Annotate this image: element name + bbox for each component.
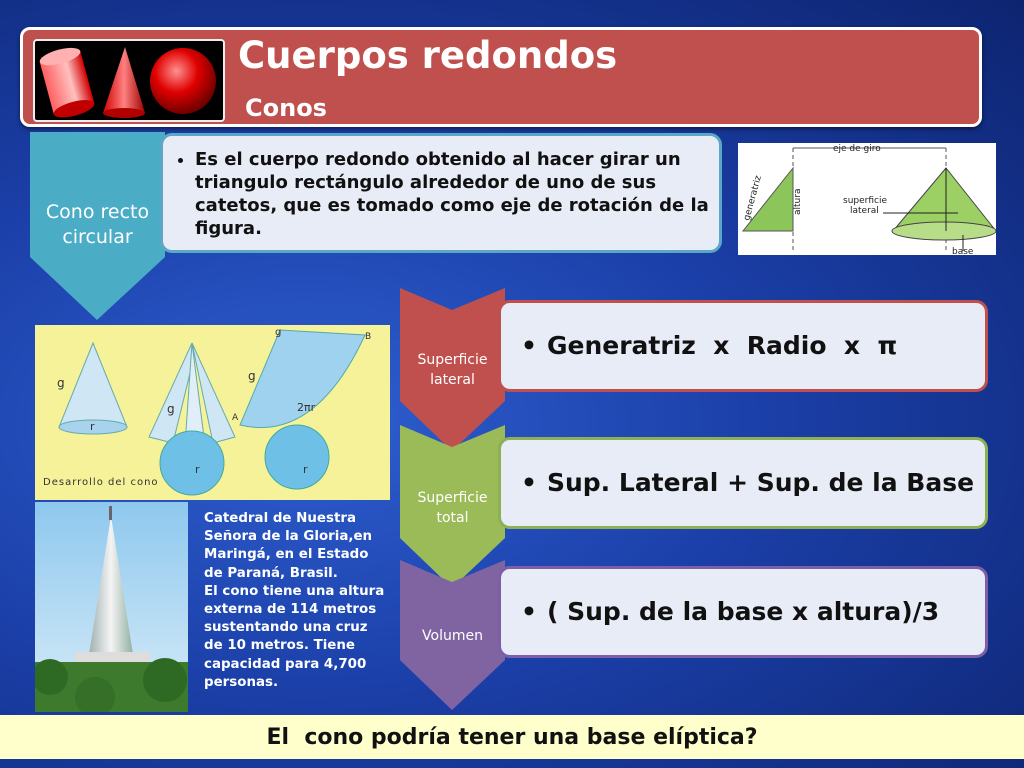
- g-label-top: g: [275, 327, 282, 338]
- superficie-label: superficie: [843, 196, 887, 206]
- cathedral-caption: [204, 510, 394, 692]
- caption-line: de Paraná, Brasil.: [204, 565, 338, 581]
- round-bodies-logo: [33, 39, 225, 122]
- total-formula: • Sup. Lateral + Sup. de la Base: [521, 468, 975, 497]
- title-bar: [20, 27, 982, 127]
- page-title: Cuerpos redondos: [238, 34, 618, 77]
- g-label-2: g: [167, 402, 175, 416]
- volumen-formula: • ( Sup. de la base x altura)/3: [521, 597, 940, 626]
- caption-line: Maringá, en el Estado: [204, 547, 369, 563]
- lateral-label: lateral: [850, 206, 879, 216]
- cone-rotation-diagram: [738, 143, 996, 255]
- caption-line: externa de 114 metros: [204, 602, 377, 618]
- point-a-label: A: [232, 413, 239, 423]
- volumen-formula-text: ( Sup. de la base x altura)/3: [546, 597, 940, 626]
- generatriz-label: generatriz: [742, 174, 764, 222]
- total-label-line2: total: [436, 510, 469, 526]
- point-b-label: B: [365, 332, 372, 342]
- lateral-formula-box: [498, 300, 988, 392]
- definition-text: • Es el cuerpo redondo obtenido al hacer girar un triangulo rectángulo alrededor de uno de sus catetos, que es tomado como eje de rotación de la figura.: [195, 148, 709, 240]
- lateral-formula-text: Generatriz x Radio x π: [546, 331, 898, 360]
- volumen-formula-box: [498, 566, 988, 658]
- g-label-3: g: [248, 369, 256, 383]
- caption-line: capacidad para 4,700: [204, 656, 367, 672]
- volumen-label: Volumen: [422, 628, 483, 644]
- caption-line: Catedral de Nuestra: [204, 511, 356, 526]
- cathedral-photo: [35, 502, 188, 712]
- lateral-label-line1: Superficie: [417, 352, 488, 368]
- lateral-label-line2: lateral: [430, 372, 475, 388]
- total-formula-box: [498, 437, 988, 529]
- g-label-1: g: [57, 376, 65, 390]
- altura-label: altura: [793, 188, 803, 215]
- total-formula-text: Sup. Lateral + Sup. de la Base: [546, 468, 975, 497]
- page-subtitle: Conos: [245, 94, 327, 122]
- r-label-3: r: [303, 463, 308, 476]
- definition-box: [160, 133, 722, 253]
- axis-label: eje de giro: [833, 144, 881, 154]
- total-label: [400, 488, 505, 528]
- cone-development-diagram: [35, 325, 390, 500]
- lateral-label: [400, 350, 505, 390]
- caption-line: Señora de la Gloria,en: [204, 529, 373, 545]
- r-label-1: r: [90, 420, 95, 433]
- question-text: El cono podría tener una base elíptica?: [266, 724, 758, 750]
- question-bar: [0, 715, 1024, 759]
- caption-line: de 10 metros. Tiene: [204, 638, 356, 654]
- r-label-2: r: [195, 463, 200, 476]
- definition-label: Cono recto circular: [45, 201, 150, 248]
- two-pi-r-label: 2πr: [297, 401, 316, 414]
- lateral-formula: • Generatriz x Radio x π: [521, 331, 898, 360]
- total-label-line1: Superficie: [417, 490, 488, 506]
- base-label: base: [952, 247, 974, 255]
- caption-line: El cono tiene una altura: [204, 583, 385, 599]
- caption-line: personas.: [204, 674, 279, 690]
- development-caption: Desarrollo del cono: [43, 477, 159, 488]
- caption-line: sustentando una cruz: [204, 620, 368, 636]
